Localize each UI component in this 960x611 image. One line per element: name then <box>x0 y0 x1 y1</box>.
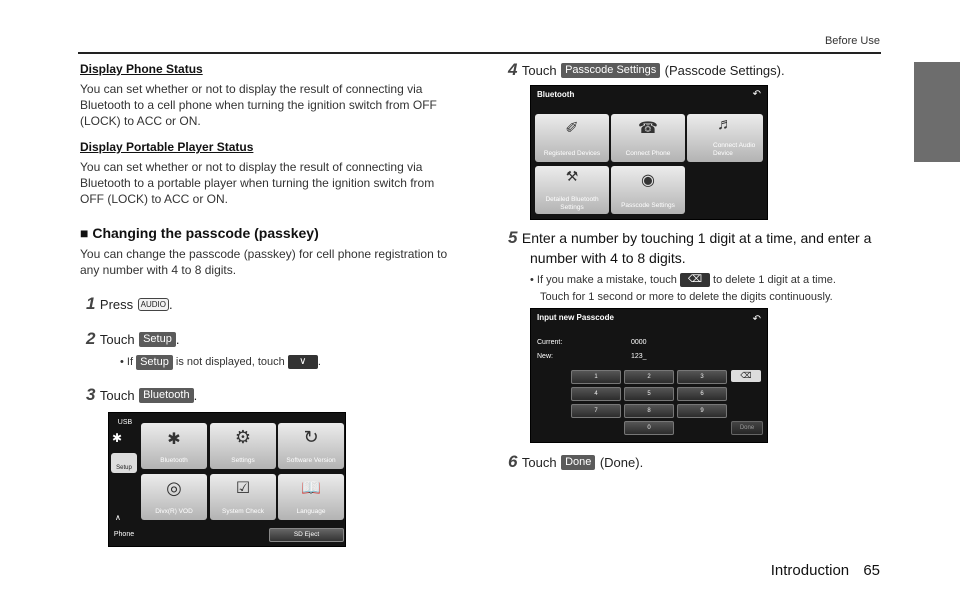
section-intro: You can change the passcode (passkey) for cell phone registration to any number with 4 to 8 digits. <box>80 247 448 277</box>
done-button[interactable]: Done <box>731 421 763 435</box>
key-0[interactable]: 0 <box>624 421 674 435</box>
key-3[interactable]: 3 <box>677 370 727 384</box>
running-header: Before Use <box>824 35 880 47</box>
checklist-icon: ☑ <box>235 480 251 497</box>
step-5-note-line2: Touch for 1 second or more to delete the digits continuously. <box>540 291 833 303</box>
language-tile[interactable]: 📖 Language <box>278 474 344 520</box>
current-label: Current: <box>537 339 563 346</box>
passcode-settings-tile[interactable]: ◉ Passcode Settings <box>611 166 685 214</box>
phone-source[interactable]: Phone <box>113 531 135 538</box>
setup-chip: Setup <box>136 355 173 370</box>
system-check-tile[interactable]: ☑ System Check <box>210 474 276 520</box>
input-passcode-screenshot <box>530 308 768 443</box>
screen-title: Bluetooth <box>537 90 575 99</box>
step-5: 5 Enter a number by touching 1 digit at a time, and enter a <box>508 228 872 247</box>
setup-source[interactable]: Setup <box>111 453 137 473</box>
page-number: 65 <box>863 562 880 579</box>
step-5-line2: number with 4 to 8 digits. <box>530 250 686 266</box>
step-5-note: • If you make a mistake, touch ⌫ to delete 1 digit at a time. <box>530 274 836 286</box>
key-7[interactable]: 7 <box>571 404 621 418</box>
step-2-note: • If Setup is not displayed, touch ∨ . <box>120 355 321 368</box>
setup-chip: Setup <box>139 332 176 347</box>
step-number: 4 <box>508 60 518 79</box>
refresh-icon: ↻ <box>303 427 319 447</box>
phone-icon: ☎ <box>638 120 658 137</box>
step-6: 6 Touch Done (Done). <box>508 452 644 471</box>
page-footer <box>771 562 880 579</box>
step-4: 4 Touch Passcode Settings (Passcode Settings). <box>508 60 785 79</box>
settings-tile[interactable]: ⚙ Settings <box>210 423 276 469</box>
disc-icon: ◎ <box>166 478 182 498</box>
chevron-down-icon: ∨ <box>288 355 318 369</box>
divx-vod-tile[interactable]: ◎ Divx(R) VOD <box>141 474 207 520</box>
current-value: 0000 <box>631 339 647 346</box>
key-9[interactable]: 9 <box>677 404 727 418</box>
step-number: 3 <box>86 385 96 404</box>
bluetooth-icon: ✱ <box>112 431 123 445</box>
bluetooth-chip: Bluetooth <box>139 388 193 403</box>
back-icon[interactable]: ↶ <box>752 89 761 100</box>
detailed-bluetooth-settings-tile[interactable]: ⚒ Detailed Bluetooth Settings <box>535 166 609 214</box>
new-value: 123_ <box>631 353 647 360</box>
passcode-settings-chip: Passcode Settings <box>561 63 660 78</box>
step-1: 1 Press AUDIO . <box>86 294 173 313</box>
bluetooth-tile[interactable]: ✱ Bluetooth <box>141 423 207 469</box>
connect-audio-device-tile[interactable]: ♬ Connect Audio Device <box>687 114 763 162</box>
back-icon[interactable]: ↶ <box>752 314 761 325</box>
chapter-tab <box>914 62 960 162</box>
software-version-tile[interactable]: ↻ Software Version <box>278 423 344 469</box>
display-player-status-title: Display Portable Player Status <box>80 140 254 154</box>
bluetooth-icon: ✱ <box>167 431 181 448</box>
key-6[interactable]: 6 <box>677 387 727 401</box>
backspace-icon: ⌫ <box>740 371 752 380</box>
done-chip: Done <box>561 455 595 470</box>
scroll-up-icon[interactable]: ∧ <box>115 513 121 522</box>
audio-device-icon: ♬ <box>717 116 733 133</box>
new-label: New: <box>537 353 553 360</box>
wrench-icon: ⚒ <box>565 168 579 184</box>
key-8[interactable]: 8 <box>624 404 674 418</box>
usb-source[interactable]: USB <box>117 419 133 426</box>
step-number: 1 <box>86 294 96 313</box>
backspace-button[interactable] <box>731 370 761 382</box>
gear-icon: ⚙ <box>234 427 252 447</box>
section-heading: ■ Changing the passcode (passkey) <box>80 225 319 241</box>
display-phone-status-text: You can set whether or not to display the result of connecting via Bluetooth to a cell phone when turning the ignition switch from OFF (LOCK) to ACC or ON. <box>80 82 437 128</box>
screen-title: Input new Passcode <box>537 313 614 322</box>
key-4[interactable]: 4 <box>571 387 621 401</box>
devices-icon: ✐ <box>565 120 579 137</box>
step-number: 2 <box>86 329 96 348</box>
bluetooth-menu-screenshot <box>530 85 768 220</box>
key-5[interactable]: 5 <box>624 387 674 401</box>
sd-eject-button[interactable]: SD Eject <box>269 528 344 542</box>
key-2[interactable]: 2 <box>624 370 674 384</box>
step-3: 3 Touch Bluetooth . <box>86 385 198 404</box>
step-number: 6 <box>508 452 518 471</box>
step-number: 5 <box>508 228 518 247</box>
audio-key: AUDIO <box>138 298 169 311</box>
key-1[interactable]: 1 <box>571 370 621 384</box>
setup-menu-screenshot <box>108 412 346 547</box>
display-phone-status-title: Display Phone Status <box>80 62 203 76</box>
header-rule <box>78 52 881 54</box>
registered-devices-tile[interactable]: ✐ Registered Devices <box>535 114 609 162</box>
book-icon: 📖 <box>301 480 321 497</box>
chapter-name: Introduction <box>770 562 850 579</box>
connect-phone-tile[interactable]: ☎ Connect Phone <box>611 114 685 162</box>
lock-icon: ◉ <box>641 172 655 189</box>
display-player-status-text: You can set whether or not to display the result of connecting via Bluetooth to a portable player when turning the ignition switch from OFF (LOCK) to ACC or ON. <box>80 160 435 206</box>
backspace-icon: ⌫ <box>680 273 710 287</box>
step-2: 2 Touch Setup . <box>86 329 180 348</box>
